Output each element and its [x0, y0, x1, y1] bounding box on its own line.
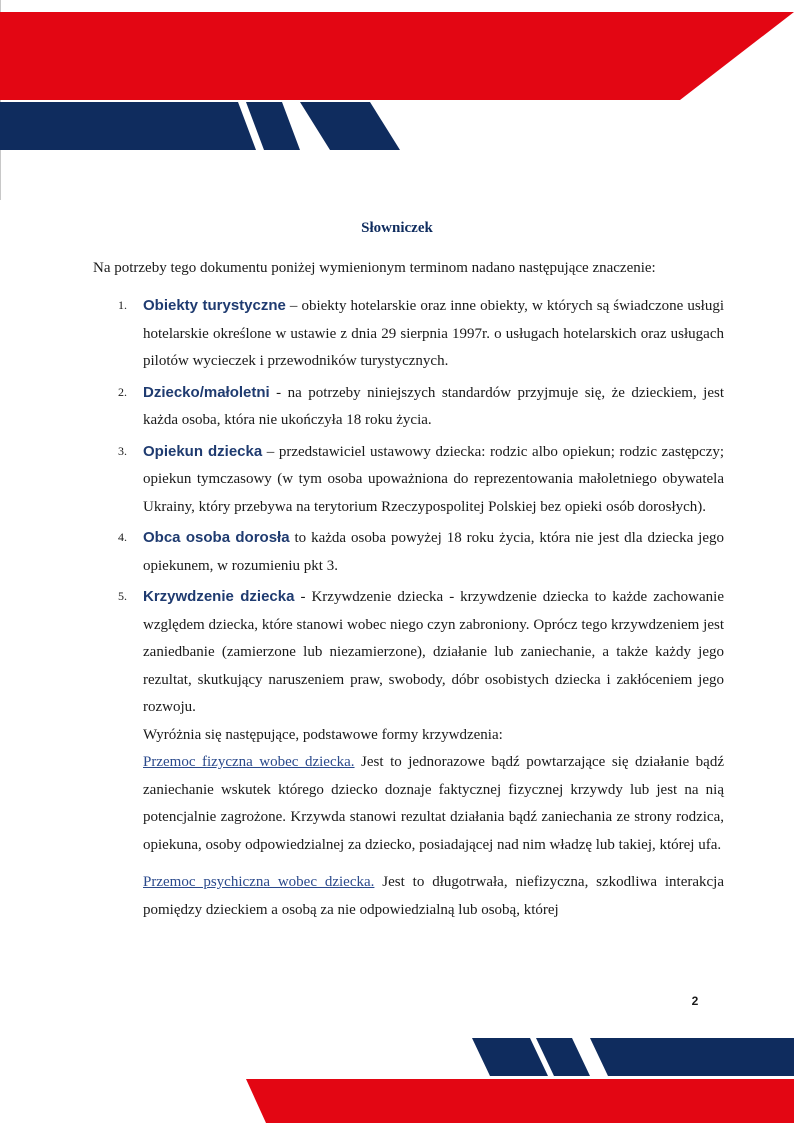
page-title: Słowniczek [361, 220, 433, 236]
footer-navy-band [590, 1038, 794, 1076]
item-term: Dziecko/małoletni [143, 383, 270, 401]
definition-item [118, 292, 724, 376]
intro-text: Na potrzeby tego dokumentu poniżej wymienionym terminom nadano następujące znaczenie: [93, 260, 656, 276]
item-number: 2. [118, 384, 127, 399]
item-separator: – [285, 298, 302, 314]
item-text [143, 438, 724, 522]
item-text [143, 524, 724, 580]
item-body: to każda osoba powyżej 18 roku życia, która nie jest dla dziecka jego opiekunem, w rozumieniu pkt 3. [143, 530, 725, 574]
item-body: Krzywdzenie dziecka - krzywdzenie dziecka to każde zachowanie względem dziecka, które stanowi wobec niego czyn zabroniony. Oprócz tego krzywdzeniem jest zaniedbanie (zamierzone lub niezamierzone), działanie lub zaniechanie, a także każdy jego rezultat, skutkujący naruszeniem praw, swobody, dóbr osobistych dziecka i zakłóceniem jego rozwoju. [143, 589, 724, 715]
form-psychological-violence [143, 869, 724, 924]
header-decoration [0, 0, 794, 160]
item-term: Opiekun dziecka [143, 442, 263, 460]
item-body: obiekty hotelarskie oraz inne obiekty, w których są świadczone usługi hotelarskie określone w ustawie z dnia 29 sierpnia 1997r. o usługach hotelarskich oraz usługach pilotów wycieczek i przewodników turystycznych. [143, 298, 724, 369]
psychological-violence-text: Jest to długotrwała, niefizyczna, szkodliwa interakcja pomiędzy dzieckiem a osobą za nie odpowiedzialną lub osobą, której [143, 874, 725, 918]
definitions-list [118, 292, 724, 927]
item-term: Obiekty turystyczne [143, 297, 286, 314]
definition-item [118, 438, 724, 522]
psychological-violence-link[interactable]: Przemoc psychiczna wobec dziecka. [143, 874, 375, 890]
item-text [143, 583, 724, 722]
footer-decoration [0, 1032, 794, 1123]
item-term: Obca osoba dorosła [143, 529, 290, 546]
form-physical-violence [143, 749, 724, 859]
footer-red-band [246, 1079, 794, 1123]
header-red-band [0, 12, 794, 100]
item-body: przedstawiciel ustawowy dziecka: rodzic albo opiekun; rodzic zastępczy; opiekun tymczasowy (w tym osoba upoważniona do reprezentowania małoletniego obywatela Ukrainy, który przebywa na terytorium Rzeczypospolitej Polskiej bez opieki osób dorosłych). [143, 443, 725, 515]
physical-violence-link[interactable]: Przemoc fizyczna wobec dziecka. [143, 754, 355, 770]
item-number: 5. [118, 589, 127, 603]
physical-violence-text: Jest to jednorazowe bądź powtarzające się działanie bądź zaniechanie wskutek którego dziecko doznaje faktycznej fizycznej krzywdy lub jest na nią potencjalnie zagrożone. Krzywda stanowi rezultat działania bądź zaniechania ze strony rodzica, opiekuna, osoby odpowiedzialnej za dziecko, posiadającej nad nim władzę lub takiej, której ufa. [143, 754, 724, 853]
definition-item [118, 379, 724, 435]
item-separator: - [294, 589, 312, 605]
footer-navy-stripe-1 [472, 1038, 548, 1076]
header-navy-stripe-2 [300, 102, 400, 150]
header-navy-band [0, 102, 256, 150]
item-number: 3. [118, 443, 127, 458]
definition-item [118, 524, 724, 580]
item-separator: - [269, 384, 288, 401]
item-body: na potrzeby niniejszych standardów przyjmuje się, że dzieckiem, jest każda osoba, która nie ukończyła 18 roku życia. [143, 384, 724, 428]
item-number: 1. [118, 298, 127, 312]
item-term: Krzywdzenie dziecka [143, 588, 295, 605]
item-separator: – [262, 443, 279, 460]
page-number: 2 [691, 994, 699, 1008]
item-text [143, 379, 724, 435]
item-text [143, 292, 724, 376]
forms-intro: Wyróżnia się następujące, podstawowe formy krzywdzenia: [143, 726, 503, 743]
header-navy-stripe-1 [246, 102, 300, 150]
item-number: 4. [118, 530, 127, 544]
definition-item [118, 583, 724, 924]
